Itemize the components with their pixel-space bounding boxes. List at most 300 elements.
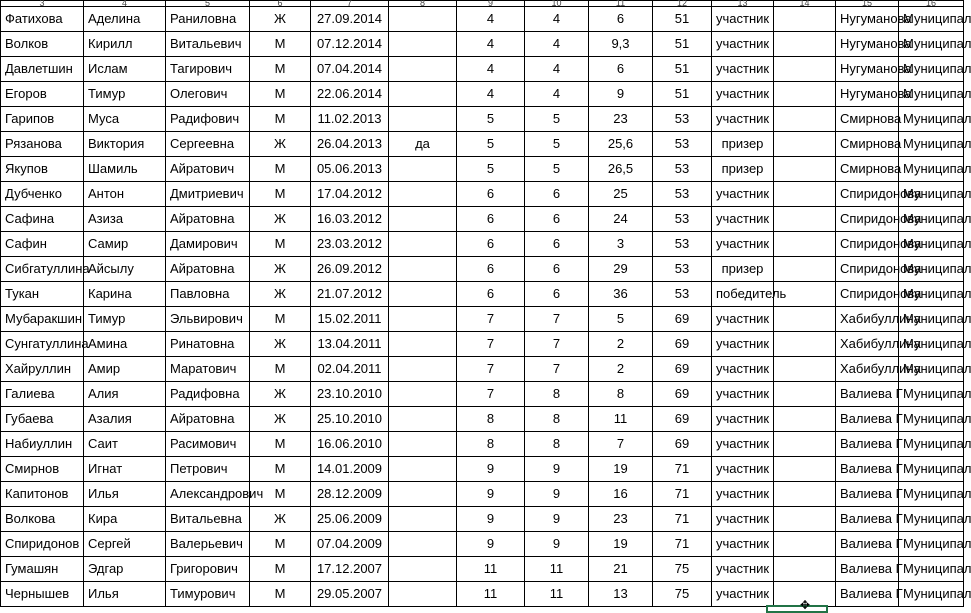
- table-cell[interactable]: Муниципал: [899, 532, 964, 557]
- table-cell[interactable]: [774, 407, 836, 432]
- table-cell[interactable]: Шамиль: [84, 157, 166, 182]
- table-cell[interactable]: М: [250, 307, 311, 332]
- table-cell[interactable]: Валерьевич: [166, 532, 250, 557]
- table-cell[interactable]: [389, 182, 457, 207]
- table-cell[interactable]: 28.12.2009: [311, 482, 389, 507]
- table-cell[interactable]: Валиева Г: [836, 432, 899, 457]
- table-cell[interactable]: [389, 257, 457, 282]
- table-cell[interactable]: М: [250, 32, 311, 57]
- table-cell[interactable]: 17.12.2007: [311, 557, 389, 582]
- table-cell[interactable]: [774, 207, 836, 232]
- table-cell[interactable]: Ж: [250, 507, 311, 532]
- table-cell[interactable]: [389, 307, 457, 332]
- table-cell[interactable]: 16: [589, 482, 653, 507]
- table-cell[interactable]: Чернышев: [1, 582, 84, 607]
- table-cell[interactable]: Давлетшин: [1, 57, 84, 82]
- table-cell[interactable]: участник: [712, 332, 774, 357]
- table-cell[interactable]: Валиева Г: [836, 582, 899, 607]
- table-cell[interactable]: 7: [525, 332, 589, 357]
- table-cell[interactable]: Раниловна: [166, 7, 250, 32]
- table-cell[interactable]: 16.03.2012: [311, 207, 389, 232]
- table-cell[interactable]: Губаева: [1, 407, 84, 432]
- table-cell[interactable]: Олегович: [166, 82, 250, 107]
- table-cell[interactable]: Хайруллин: [1, 357, 84, 382]
- table-cell[interactable]: 4: [457, 32, 525, 57]
- table-cell[interactable]: 6: [457, 232, 525, 257]
- table-cell[interactable]: 53: [653, 257, 712, 282]
- table-cell[interactable]: М: [250, 557, 311, 582]
- table-cell[interactable]: Спиридонова: [836, 207, 899, 232]
- table-cell[interactable]: 5: [525, 157, 589, 182]
- table-cell[interactable]: 71: [653, 532, 712, 557]
- table-cell[interactable]: 11: [589, 407, 653, 432]
- table-cell[interactable]: 26,5: [589, 157, 653, 182]
- table-cell[interactable]: Капитонов: [1, 482, 84, 507]
- table-cell[interactable]: Галиева: [1, 382, 84, 407]
- table-cell[interactable]: Радифович: [166, 107, 250, 132]
- table-cell[interactable]: Сунгатуллина: [1, 332, 84, 357]
- table-cell[interactable]: Сафина: [1, 207, 84, 232]
- table-cell[interactable]: 9: [525, 457, 589, 482]
- table-cell[interactable]: Саит: [84, 432, 166, 457]
- table-cell[interactable]: 53: [653, 232, 712, 257]
- table-cell[interactable]: 8: [525, 432, 589, 457]
- table-cell[interactable]: Ж: [250, 332, 311, 357]
- table-cell[interactable]: М: [250, 532, 311, 557]
- table-cell[interactable]: 22.06.2014: [311, 82, 389, 107]
- table-cell[interactable]: Волков: [1, 32, 84, 57]
- table-cell[interactable]: 11: [457, 582, 525, 607]
- table-cell[interactable]: 7: [525, 357, 589, 382]
- table-cell[interactable]: участник: [712, 32, 774, 57]
- table-cell[interactable]: Муниципал: [899, 382, 964, 407]
- table-cell[interactable]: участник: [712, 532, 774, 557]
- table-cell[interactable]: 29.05.2007: [311, 582, 389, 607]
- table-cell[interactable]: 29: [589, 257, 653, 282]
- table-cell[interactable]: участник: [712, 557, 774, 582]
- table-cell[interactable]: участник: [712, 507, 774, 532]
- table-cell[interactable]: 9: [525, 532, 589, 557]
- table-cell[interactable]: Кирилл: [84, 32, 166, 57]
- table-cell[interactable]: [774, 82, 836, 107]
- table-cell[interactable]: Аделина: [84, 7, 166, 32]
- table-cell[interactable]: Рязанова: [1, 132, 84, 157]
- table-cell[interactable]: 16.06.2010: [311, 432, 389, 457]
- table-cell[interactable]: 11: [525, 557, 589, 582]
- table-cell[interactable]: Дамирович: [166, 232, 250, 257]
- table-cell[interactable]: Муса: [84, 107, 166, 132]
- table-cell[interactable]: 07.04.2014: [311, 57, 389, 82]
- table-cell[interactable]: Валиева Г: [836, 507, 899, 532]
- table-cell[interactable]: 23: [589, 507, 653, 532]
- table-cell[interactable]: 13.04.2011: [311, 332, 389, 357]
- table-cell[interactable]: М: [250, 182, 311, 207]
- table-cell[interactable]: Айратовна: [166, 407, 250, 432]
- table-cell[interactable]: Муниципал: [899, 457, 964, 482]
- table-cell[interactable]: 02.04.2011: [311, 357, 389, 382]
- table-cell[interactable]: М: [250, 157, 311, 182]
- table-cell[interactable]: участник: [712, 7, 774, 32]
- table-cell[interactable]: 5: [525, 132, 589, 157]
- table-cell[interactable]: Муниципал: [899, 557, 964, 582]
- table-cell[interactable]: Эльвирович: [166, 307, 250, 332]
- table-cell[interactable]: 51: [653, 82, 712, 107]
- table-cell[interactable]: 7: [457, 307, 525, 332]
- table-cell[interactable]: [774, 557, 836, 582]
- table-cell[interactable]: Виктория: [84, 132, 166, 157]
- table-cell[interactable]: 5: [589, 307, 653, 332]
- table-cell[interactable]: 9,3: [589, 32, 653, 57]
- table-cell[interactable]: 6: [589, 57, 653, 82]
- table-cell[interactable]: Волкова: [1, 507, 84, 532]
- table-cell[interactable]: Набиуллин: [1, 432, 84, 457]
- table-cell[interactable]: М: [250, 482, 311, 507]
- table-cell[interactable]: Муниципал: [899, 207, 964, 232]
- table-cell[interactable]: М: [250, 107, 311, 132]
- table-cell[interactable]: Петрович: [166, 457, 250, 482]
- table-cell[interactable]: 26.04.2013: [311, 132, 389, 157]
- table-cell[interactable]: 8: [457, 407, 525, 432]
- table-cell[interactable]: [774, 157, 836, 182]
- table-cell[interactable]: Дубченко: [1, 182, 84, 207]
- table-cell[interactable]: 51: [653, 32, 712, 57]
- table-cell[interactable]: 7: [457, 357, 525, 382]
- table-cell[interactable]: [774, 32, 836, 57]
- table-cell[interactable]: да: [389, 132, 457, 157]
- table-cell[interactable]: Маратович: [166, 357, 250, 382]
- table-cell[interactable]: Тимурович: [166, 582, 250, 607]
- table-cell[interactable]: участник: [712, 107, 774, 132]
- table-cell[interactable]: 11: [457, 557, 525, 582]
- table-cell[interactable]: Муниципал: [899, 357, 964, 382]
- table-cell[interactable]: 13: [589, 582, 653, 607]
- table-cell[interactable]: Валиева Г: [836, 482, 899, 507]
- table-cell[interactable]: [389, 232, 457, 257]
- table-cell[interactable]: [389, 532, 457, 557]
- table-cell[interactable]: Муниципал: [899, 182, 964, 207]
- table-cell[interactable]: Тимур: [84, 307, 166, 332]
- table-cell[interactable]: Муниципал: [899, 107, 964, 132]
- table-cell[interactable]: 6: [457, 207, 525, 232]
- table-cell[interactable]: 7: [589, 432, 653, 457]
- table-cell[interactable]: 8: [457, 432, 525, 457]
- table-cell[interactable]: призер: [712, 132, 774, 157]
- table-cell[interactable]: 4: [457, 82, 525, 107]
- table-cell[interactable]: Валиева Г: [836, 457, 899, 482]
- table-cell[interactable]: [774, 432, 836, 457]
- table-cell[interactable]: 5: [457, 107, 525, 132]
- table-cell[interactable]: участник: [712, 432, 774, 457]
- table-cell[interactable]: 9: [457, 532, 525, 557]
- table-cell[interactable]: Ж: [250, 282, 311, 307]
- table-cell[interactable]: [774, 307, 836, 332]
- table-cell[interactable]: 36: [589, 282, 653, 307]
- table-cell[interactable]: 6: [525, 232, 589, 257]
- table-cell[interactable]: Муниципал: [899, 57, 964, 82]
- table-cell[interactable]: 71: [653, 457, 712, 482]
- table-cell[interactable]: 9: [525, 507, 589, 532]
- table-cell[interactable]: [774, 332, 836, 357]
- table-cell[interactable]: Тимур: [84, 82, 166, 107]
- table-cell[interactable]: Муниципал: [899, 307, 964, 332]
- table-cell[interactable]: 9: [525, 482, 589, 507]
- table-cell[interactable]: 7: [525, 307, 589, 332]
- table-cell[interactable]: 53: [653, 182, 712, 207]
- table-cell[interactable]: 8: [589, 382, 653, 407]
- table-cell[interactable]: участник: [712, 82, 774, 107]
- table-cell[interactable]: Муниципал: [899, 432, 964, 457]
- table-cell[interactable]: Муниципал: [899, 407, 964, 432]
- table-cell[interactable]: Ж: [250, 207, 311, 232]
- table-cell[interactable]: [389, 432, 457, 457]
- table-cell[interactable]: участник: [712, 232, 774, 257]
- table-cell[interactable]: 14.01.2009: [311, 457, 389, 482]
- table-cell[interactable]: Муниципал: [899, 32, 964, 57]
- table-cell[interactable]: Айратовна: [166, 207, 250, 232]
- table-cell[interactable]: участник: [712, 207, 774, 232]
- table-cell[interactable]: 07.04.2009: [311, 532, 389, 557]
- table-cell[interactable]: Мубаракшин: [1, 307, 84, 332]
- table-cell[interactable]: Муниципал: [899, 7, 964, 32]
- table-cell[interactable]: 69: [653, 407, 712, 432]
- table-cell[interactable]: Ж: [250, 7, 311, 32]
- table-cell[interactable]: Спиридонова: [836, 182, 899, 207]
- table-cell[interactable]: Муниципал: [899, 582, 964, 607]
- table-cell[interactable]: Расимович: [166, 432, 250, 457]
- table-cell[interactable]: Гумашян: [1, 557, 84, 582]
- table-cell[interactable]: Илья: [84, 582, 166, 607]
- table-cell[interactable]: Нугуманова: [836, 82, 899, 107]
- table-cell[interactable]: Сергеевна: [166, 132, 250, 157]
- table-cell[interactable]: 23: [589, 107, 653, 132]
- table-cell[interactable]: 19: [589, 532, 653, 557]
- table-cell[interactable]: Нугуманова: [836, 32, 899, 57]
- table-cell[interactable]: Амир: [84, 357, 166, 382]
- table-cell[interactable]: 11.02.2013: [311, 107, 389, 132]
- table-cell[interactable]: Ислам: [84, 57, 166, 82]
- table-cell[interactable]: 53: [653, 107, 712, 132]
- table-cell[interactable]: [774, 7, 836, 32]
- table-cell[interactable]: [389, 332, 457, 357]
- table-cell[interactable]: 17.04.2012: [311, 182, 389, 207]
- table-cell[interactable]: Павловна: [166, 282, 250, 307]
- table-cell[interactable]: 9: [589, 82, 653, 107]
- table-cell[interactable]: 2: [589, 357, 653, 382]
- table-cell[interactable]: 4: [457, 57, 525, 82]
- table-cell[interactable]: 4: [525, 7, 589, 32]
- table-cell[interactable]: Антон: [84, 182, 166, 207]
- table-cell[interactable]: Витальевна: [166, 507, 250, 532]
- table-cell[interactable]: Григорович: [166, 557, 250, 582]
- table-cell[interactable]: Ж: [250, 257, 311, 282]
- table-cell[interactable]: 25,6: [589, 132, 653, 157]
- table-cell[interactable]: 07.12.2014: [311, 32, 389, 57]
- table-cell[interactable]: 27.09.2014: [311, 7, 389, 32]
- table-cell[interactable]: М: [250, 232, 311, 257]
- table-cell[interactable]: Сибгатуллина: [1, 257, 84, 282]
- table-cell[interactable]: Смирнова: [836, 157, 899, 182]
- table-cell[interactable]: Смирнов: [1, 457, 84, 482]
- table-cell[interactable]: М: [250, 357, 311, 382]
- table-cell[interactable]: 6: [525, 207, 589, 232]
- table-cell[interactable]: [774, 257, 836, 282]
- table-cell[interactable]: Спиридонов: [1, 532, 84, 557]
- table-cell[interactable]: [389, 557, 457, 582]
- table-cell[interactable]: [774, 232, 836, 257]
- table-cell[interactable]: Муниципал: [899, 482, 964, 507]
- table-cell[interactable]: 69: [653, 432, 712, 457]
- table-cell[interactable]: Карина: [84, 282, 166, 307]
- table-cell[interactable]: Спиридонова: [836, 232, 899, 257]
- table-cell[interactable]: М: [250, 582, 311, 607]
- table-cell[interactable]: участник: [712, 582, 774, 607]
- table-cell[interactable]: [389, 207, 457, 232]
- table-cell[interactable]: 21.07.2012: [311, 282, 389, 307]
- table-cell[interactable]: участник: [712, 457, 774, 482]
- table-cell[interactable]: [774, 382, 836, 407]
- table-cell[interactable]: 25.10.2010: [311, 407, 389, 432]
- table-cell[interactable]: Ж: [250, 382, 311, 407]
- table-cell[interactable]: 9: [457, 507, 525, 532]
- table-cell[interactable]: [774, 57, 836, 82]
- table-cell[interactable]: 15.02.2011: [311, 307, 389, 332]
- table-cell[interactable]: 11: [525, 582, 589, 607]
- table-cell[interactable]: 6: [525, 257, 589, 282]
- table-cell[interactable]: 2: [589, 332, 653, 357]
- table-cell[interactable]: 71: [653, 507, 712, 532]
- table-cell[interactable]: 4: [457, 7, 525, 32]
- table-cell[interactable]: 6: [457, 282, 525, 307]
- table-cell[interactable]: Хабибуллина: [836, 357, 899, 382]
- table-cell[interactable]: 51: [653, 57, 712, 82]
- table-cell[interactable]: М: [250, 57, 311, 82]
- table-cell[interactable]: Азиза: [84, 207, 166, 232]
- table-cell[interactable]: Спиридонова: [836, 257, 899, 282]
- table-cell[interactable]: 24: [589, 207, 653, 232]
- table-cell[interactable]: 5: [457, 157, 525, 182]
- table-cell[interactable]: 6: [589, 7, 653, 32]
- table-cell[interactable]: Ж: [250, 407, 311, 432]
- table-cell[interactable]: участник: [712, 307, 774, 332]
- table-cell[interactable]: Азалия: [84, 407, 166, 432]
- table-cell[interactable]: 53: [653, 132, 712, 157]
- table-cell[interactable]: [389, 57, 457, 82]
- table-cell[interactable]: [389, 157, 457, 182]
- table-cell[interactable]: 05.06.2013: [311, 157, 389, 182]
- table-cell[interactable]: Александрович: [166, 482, 250, 507]
- table-cell[interactable]: участник: [712, 407, 774, 432]
- table-cell[interactable]: Муниципал: [899, 157, 964, 182]
- table-cell[interactable]: 21: [589, 557, 653, 582]
- table-cell[interactable]: 6: [457, 257, 525, 282]
- table-cell[interactable]: Смирнова: [836, 132, 899, 157]
- table-cell[interactable]: 8: [525, 407, 589, 432]
- table-cell[interactable]: 51: [653, 7, 712, 32]
- table-cell[interactable]: Валиева Г: [836, 382, 899, 407]
- table-cell[interactable]: М: [250, 432, 311, 457]
- table-cell[interactable]: 23.03.2012: [311, 232, 389, 257]
- table-cell[interactable]: 7: [457, 332, 525, 357]
- table-cell[interactable]: [389, 32, 457, 57]
- table-cell[interactable]: 69: [653, 357, 712, 382]
- table-cell[interactable]: Хабибуллина: [836, 332, 899, 357]
- table-cell[interactable]: 25.06.2009: [311, 507, 389, 532]
- table-cell[interactable]: 25: [589, 182, 653, 207]
- table-cell[interactable]: 7: [457, 382, 525, 407]
- table-cell[interactable]: 9: [457, 482, 525, 507]
- table-cell[interactable]: [389, 382, 457, 407]
- table-cell[interactable]: Ринатовна: [166, 332, 250, 357]
- table-cell[interactable]: [389, 582, 457, 607]
- table-cell[interactable]: 4: [525, 32, 589, 57]
- selected-cell[interactable]: [766, 605, 828, 613]
- table-cell[interactable]: Смирнова: [836, 107, 899, 132]
- table-cell[interactable]: 6: [525, 282, 589, 307]
- table-cell[interactable]: участник: [712, 57, 774, 82]
- table-cell[interactable]: Самир: [84, 232, 166, 257]
- table-cell[interactable]: [774, 507, 836, 532]
- table-cell[interactable]: М: [250, 82, 311, 107]
- table-cell[interactable]: 75: [653, 557, 712, 582]
- table-cell[interactable]: 53: [653, 157, 712, 182]
- table-cell[interactable]: М: [250, 457, 311, 482]
- table-cell[interactable]: Айратовна: [166, 257, 250, 282]
- table-cell[interactable]: 4: [525, 82, 589, 107]
- table-cell[interactable]: Тукан: [1, 282, 84, 307]
- table-cell[interactable]: [774, 482, 836, 507]
- table-cell[interactable]: 23.10.2010: [311, 382, 389, 407]
- table-cell[interactable]: Илья: [84, 482, 166, 507]
- table-cell[interactable]: участник: [712, 182, 774, 207]
- table-cell[interactable]: Сафин: [1, 232, 84, 257]
- table-cell[interactable]: [389, 7, 457, 32]
- table-cell[interactable]: Тагирович: [166, 57, 250, 82]
- table-cell[interactable]: участник: [712, 482, 774, 507]
- table-cell[interactable]: Сергей: [84, 532, 166, 557]
- table-cell[interactable]: 71: [653, 482, 712, 507]
- table-cell[interactable]: 26.09.2012: [311, 257, 389, 282]
- table-cell[interactable]: Муниципал: [899, 282, 964, 307]
- table-cell[interactable]: 5: [457, 132, 525, 157]
- table-cell[interactable]: Дмитриевич: [166, 182, 250, 207]
- table-cell[interactable]: Фатихова: [1, 7, 84, 32]
- table-cell[interactable]: Амина: [84, 332, 166, 357]
- table-cell[interactable]: [389, 82, 457, 107]
- table-cell[interactable]: 53: [653, 207, 712, 232]
- table-cell[interactable]: [774, 457, 836, 482]
- table-cell[interactable]: 75: [653, 582, 712, 607]
- table-cell[interactable]: Эдгар: [84, 557, 166, 582]
- table-cell[interactable]: Муниципал: [899, 82, 964, 107]
- table-cell[interactable]: Валиева Г: [836, 532, 899, 557]
- table-cell[interactable]: 6: [525, 182, 589, 207]
- table-cell[interactable]: 6: [457, 182, 525, 207]
- table-cell[interactable]: 69: [653, 332, 712, 357]
- table-cell[interactable]: [389, 507, 457, 532]
- table-cell[interactable]: [389, 107, 457, 132]
- table-cell[interactable]: [774, 532, 836, 557]
- table-cell[interactable]: Муниципал: [899, 507, 964, 532]
- table-cell[interactable]: победитель: [712, 282, 774, 307]
- table-cell[interactable]: [774, 107, 836, 132]
- table-cell[interactable]: [389, 357, 457, 382]
- table-cell[interactable]: 3: [589, 232, 653, 257]
- table-cell[interactable]: [389, 282, 457, 307]
- table-cell[interactable]: [389, 457, 457, 482]
- table-cell[interactable]: призер: [712, 157, 774, 182]
- table-cell[interactable]: Егоров: [1, 82, 84, 107]
- table-cell[interactable]: Валиева Г: [836, 407, 899, 432]
